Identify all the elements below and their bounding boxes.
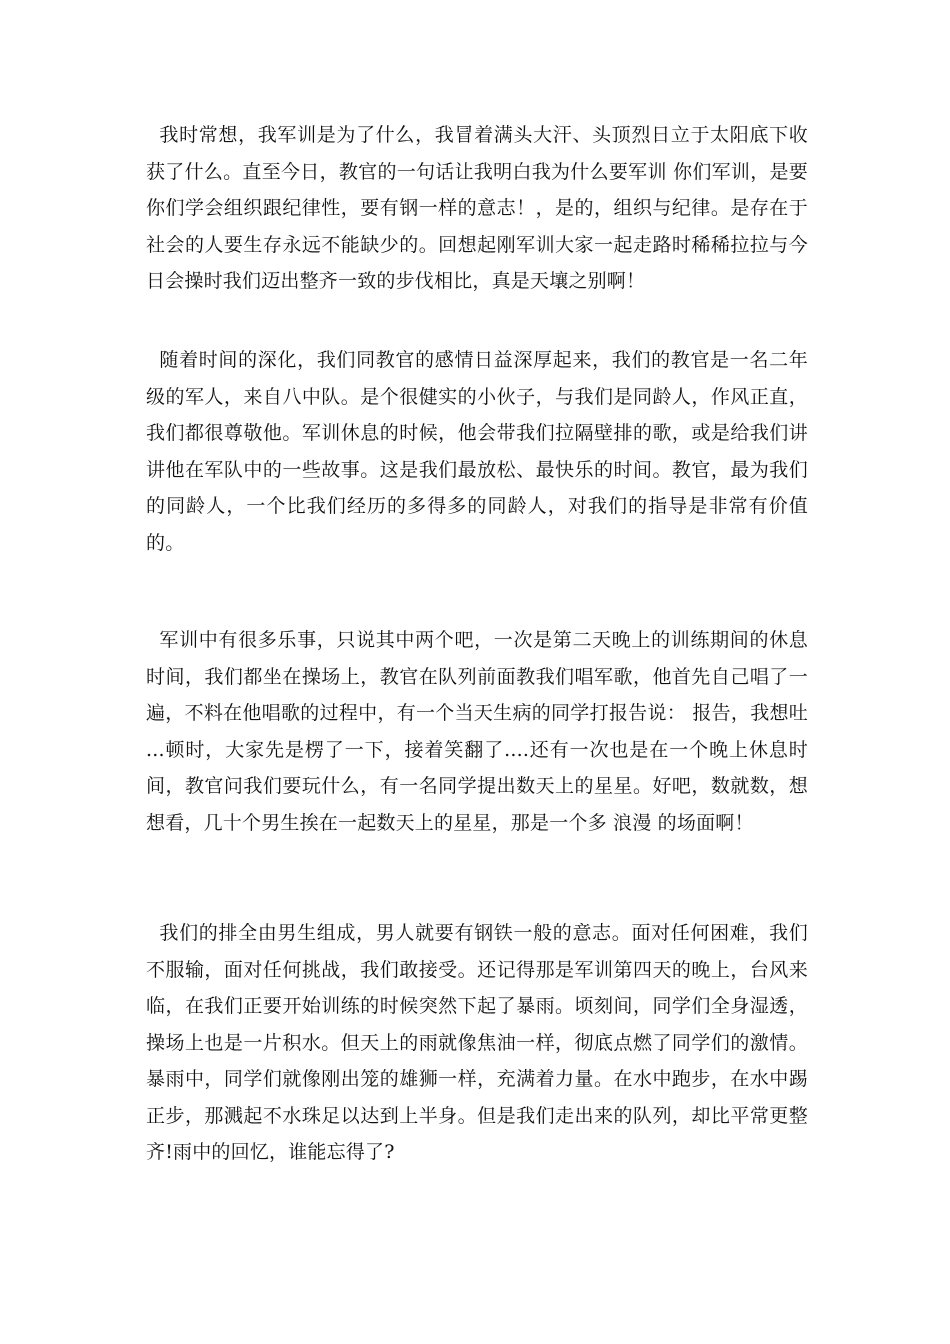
paragraph-instructor: 随着时间的深化，我们同教官的感情日益深厚起来，我们的教官是一名二年级的军人，来自八中队。是个很健实的小伙子，与我们是同龄人，作风正直，我们都很尊敬他。军训休息的时候，他会带我们拉隔壁排的歌，或是给我们讲讲他在军队中的一些故事。这是我们最放松、最快乐的时间。教官，最为我们的同龄人，一个比我们经历的多得多的同龄人，对我们的指导是非常有价值的。 [146,349,808,554]
paragraph-rainstorm: 我们的排全由男生组成，男人就要有钢铁一般的意志。面对任何困难，我们不服输，面对任何挑战，我们敢接受。还记得那是军训第四天的晚上，台风来临，在我们正要开始训练的时候突然下起了暴雨。顷刻间，同学们全身湿透，操场上也是一片积水。但天上的雨就像焦油一样，彻底点燃了同学们的激情。暴雨中，同学们就像刚出笼的雄狮一样，充满着力量。在水中跑步，在水中踢正步，那溅起不水珠足以达到上半身。但是我们走出来的队列，却比平常更整齐!雨中的回忆，谁能忘得了? [146,922,808,1163]
paragraph-military-training-purpose: 我时常想，我军训是为了什么，我冒着满头大汗、头顶烈日立于太阳底下收获了什么。直至今日，教官的一句话让我明白我为什么要军训 你们军训，是要你们学会组织跟纪律性，要有钢一样的意志！，是的，组织与纪律。是存在于社会的人要生存永远不能缺少的。回想起刚军训大家一起走路时稀稀拉拉与今日会操时我们迈出整齐一致的步伐相比，真是天壤之别啊！ [146,124,808,292]
paragraph-fun-stories: 军训中有很多乐事，只说其中两个吧，一次是第二天晚上的训练期间的休息时间，我们都坐在操场上，教官在队列前面教我们唱军歌，他首先自己唱了一遍，不料在他唱歌的过程中，有一个当天生病的同学打报告说： 报告，我想吐 ...顿时，大家先是楞了一下，接着笑翻了....还有一次也是在一个晚上休息时间，教官问我们要玩什么，有一名同学提出数天上的星星。好吧，数就数，想想看，几十个男生挨在一起数天上的星星，那是一个多 浪漫 的场面啊！ [146,629,815,834]
